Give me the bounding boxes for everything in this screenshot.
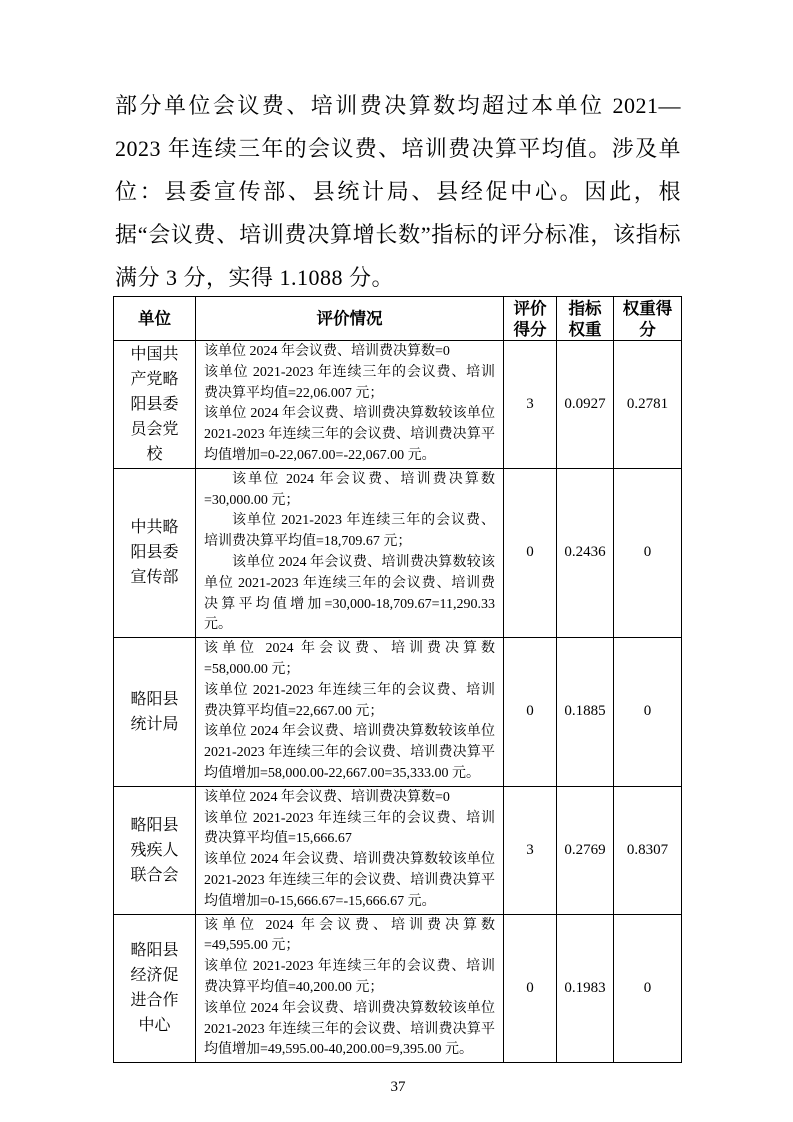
weight-cell: 0.0927: [557, 341, 614, 469]
score-cell: 0: [504, 468, 557, 637]
score-cell: 0: [504, 638, 557, 787]
weighted-score-cell: 0.8307: [614, 786, 682, 914]
score-cell: 3: [504, 341, 557, 469]
table-row-economic-cooperation-center: [114, 914, 682, 1063]
weight-cell: 0.2769: [557, 786, 614, 914]
weight-cell: 0.2436: [557, 468, 614, 637]
evaluation-paragraph: 该单位 2021-2023 年连续三年的会议费、培训费决算平均值=18,709.67 元；: [204, 513, 495, 550]
table-row-disabled-federation: [114, 786, 682, 914]
evaluation-paragraph: 该单位 2024 年会议费、培训费决算数较该单位 2021-2023 年连续三年的会议费、培训费决算平均值增加=58,000.00-22,667.00=35,333.00 元。: [204, 724, 495, 781]
evaluation-paragraph: 该单位 2024 年会议费、培训费决算数=58,000.00 元；: [204, 641, 495, 677]
col-header-unit: 单位: [114, 297, 196, 341]
evaluation-paragraph: 该单位 2024 年会议费、培训费决算数=49,595.00 元；: [204, 917, 495, 954]
evaluation-paragraph: 该单位 2024 年会议费、培训费决算数较该单位 2021-2023 年连续三年的会议费、培训费决算平均值增加=0-22,067.00=-22,067.00 元。: [204, 406, 495, 463]
evaluation-table: [113, 296, 682, 1063]
evaluation-paragraph: 该单位 2024 年会议费、培训费决算数较该单位 2021-2023 年连续三年的会议费、培训费决算平均值增加=49,595.00-40,200.00=9,395.00 元。: [204, 1000, 495, 1058]
unit-cell: 略阳县统计局: [114, 638, 196, 787]
evaluation-cell: [196, 914, 504, 1063]
intro-paragraph: 部分单位会议费、培训费决算数均超过本单位 2021—2023 年连续三年的会议费、培训费决算平均值。涉及单位：县委宣传部、县统计局、县经促中心。因此，根据“会议费、培训费决算增长数”指标的评分标准，该指标满分 3 分，实得 1.1088 分。: [115, 93, 681, 290]
weighted-score-cell: 0.2781: [614, 341, 682, 469]
evaluation-paragraph: 该单位 2021-2023 年连续三年的会议费、培训费决算平均值=22,06.007 元；: [204, 364, 495, 401]
weight-cell: 0.1885: [557, 638, 614, 787]
weight-cell: 0.1983: [557, 914, 614, 1063]
col-header-score: 评价得分: [504, 297, 557, 341]
weighted-score-cell: 0: [614, 468, 682, 637]
col-header-evaluation: 评价情况: [196, 297, 504, 341]
evaluation-paragraph: 该单位 2024 年会议费、培训费决算数较该单位 2021-2023 年连续三年的会议费、培训费决算平均值增加=30,000-18,709.67=11,290.33 元。: [204, 554, 495, 633]
unit-cell: 中国共产党略阳县委员会党校: [114, 341, 196, 469]
unit-cell: 略阳县经济促进合作中心: [114, 914, 196, 1063]
page-number: 37: [390, 1079, 406, 1096]
evaluation-cell: [196, 468, 504, 637]
unit-cell: 略阳县残疾人联合会: [114, 786, 196, 914]
table-row-propaganda-dept: [114, 468, 682, 637]
evaluation-paragraph: 该单位 2024 年会议费、培训费决算数=0: [204, 344, 450, 359]
evaluation-paragraph: 该单位 2024 年会议费、培训费决算数=30,000.00 元；: [204, 471, 495, 508]
table-body: [114, 341, 682, 1063]
evaluation-cell: [196, 786, 504, 914]
evaluation-paragraph: 该单位 2021-2023 年连续三年的会议费、培训费决算平均值=40,200.00 元；: [204, 959, 495, 995]
table-row-statistics-bureau: [114, 638, 682, 787]
evaluation-paragraph: 该单位 2021-2023 年连续三年的会议费、培训费决算平均值=15,666.67: [204, 810, 495, 847]
evaluation-paragraph: 该单位 2024 年会议费、培训费决算数较该单位 2021-2023 年连续三年的会议费、培训费决算平均值增加=0-15,666.67=-15,666.67 元。: [204, 852, 495, 909]
col-header-weighted-score: 权重得分: [614, 297, 682, 341]
table-row-party-school: [114, 341, 682, 469]
score-cell: 3: [504, 786, 557, 914]
weighted-score-cell: 0: [614, 914, 682, 1063]
evaluation-cell: [196, 638, 504, 787]
unit-cell: 中共略阳县委宣传部: [114, 468, 196, 637]
table-header: [114, 297, 682, 341]
score-cell: 0: [504, 914, 557, 1063]
table-header-row: [114, 297, 682, 341]
evaluation-paragraph: 该单位 2024 年会议费、培训费决算数=0: [204, 789, 450, 805]
col-header-weight: 指标权重: [557, 297, 614, 341]
evaluation-cell: [196, 341, 504, 469]
weighted-score-cell: 0: [614, 638, 682, 787]
evaluation-paragraph: 该单位 2021-2023 年连续三年的会议费、培训费决算平均值=22,667.00 元；: [204, 682, 495, 719]
